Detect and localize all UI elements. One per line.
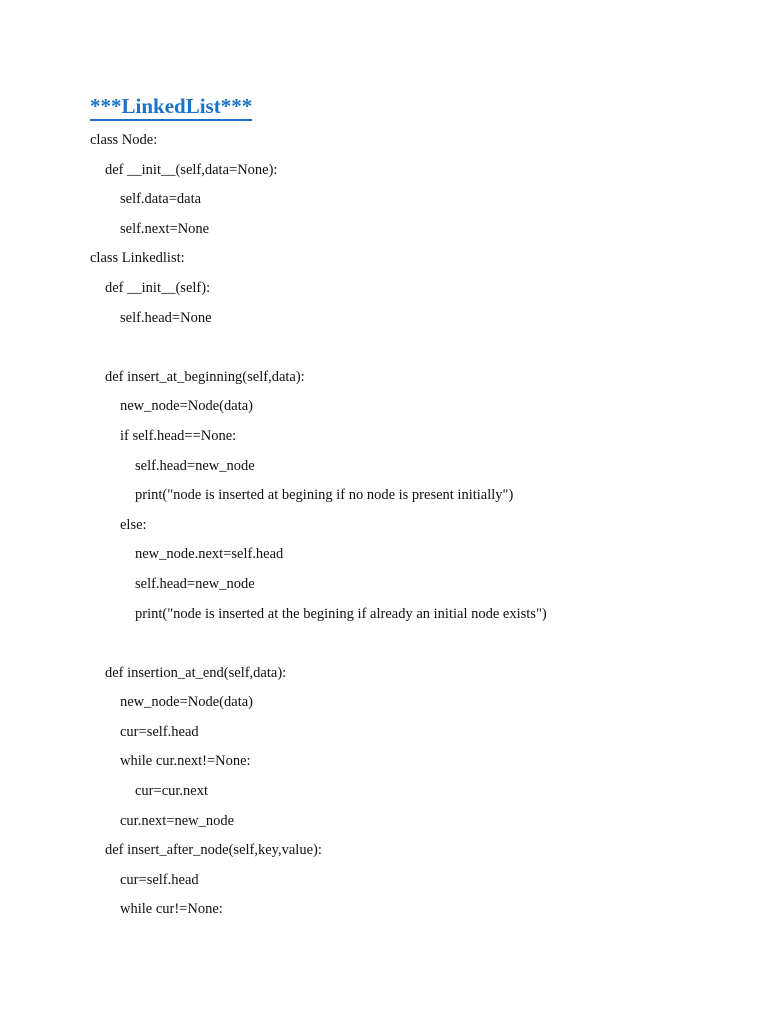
code-line: def __init__(self,data=None): bbox=[105, 161, 278, 178]
code-line: self.head=new_node bbox=[135, 457, 255, 474]
blank-line bbox=[90, 333, 750, 363]
code-line: self.head=new_node bbox=[135, 575, 255, 592]
code-line: cur=self.head bbox=[120, 871, 199, 888]
code-line: def insert_at_beginning(self,data): bbox=[105, 368, 305, 385]
code-line: print("node is inserted at begining if no node is present initially") bbox=[135, 487, 514, 504]
code-block bbox=[90, 126, 750, 925]
code-line: new_node=Node(data) bbox=[120, 398, 253, 415]
code-line: self.head=None bbox=[120, 309, 212, 326]
code-line: while cur!=None: bbox=[120, 901, 223, 918]
code-line: new_node=Node(data) bbox=[120, 694, 253, 711]
blank-line bbox=[90, 629, 750, 659]
code-line: if self.head==None: bbox=[120, 427, 237, 444]
code-line: self.next=None bbox=[120, 220, 210, 237]
code-line: def insert_after_node(self,key,value): bbox=[105, 842, 322, 859]
code-line: class Linkedlist: bbox=[90, 250, 185, 267]
code-line: while cur.next!=None: bbox=[120, 753, 251, 770]
code-line: cur=self.head bbox=[120, 723, 199, 740]
code-line: else: bbox=[120, 516, 147, 533]
code-line: new_node.next=self.head bbox=[135, 546, 284, 563]
document-title: ***LinkedList*** bbox=[90, 93, 252, 121]
code-line: print("node is inserted at the begining if already an initial node exists") bbox=[135, 605, 547, 622]
code-line: def __init__(self): bbox=[105, 279, 211, 296]
code-line: self.data=data bbox=[120, 191, 202, 208]
code-line: cur=cur.next bbox=[135, 783, 208, 800]
code-line: cur.next=new_node bbox=[120, 812, 235, 829]
code-line: class Node: bbox=[90, 132, 158, 148]
code-line: def insertion_at_end(self,data): bbox=[105, 664, 287, 681]
